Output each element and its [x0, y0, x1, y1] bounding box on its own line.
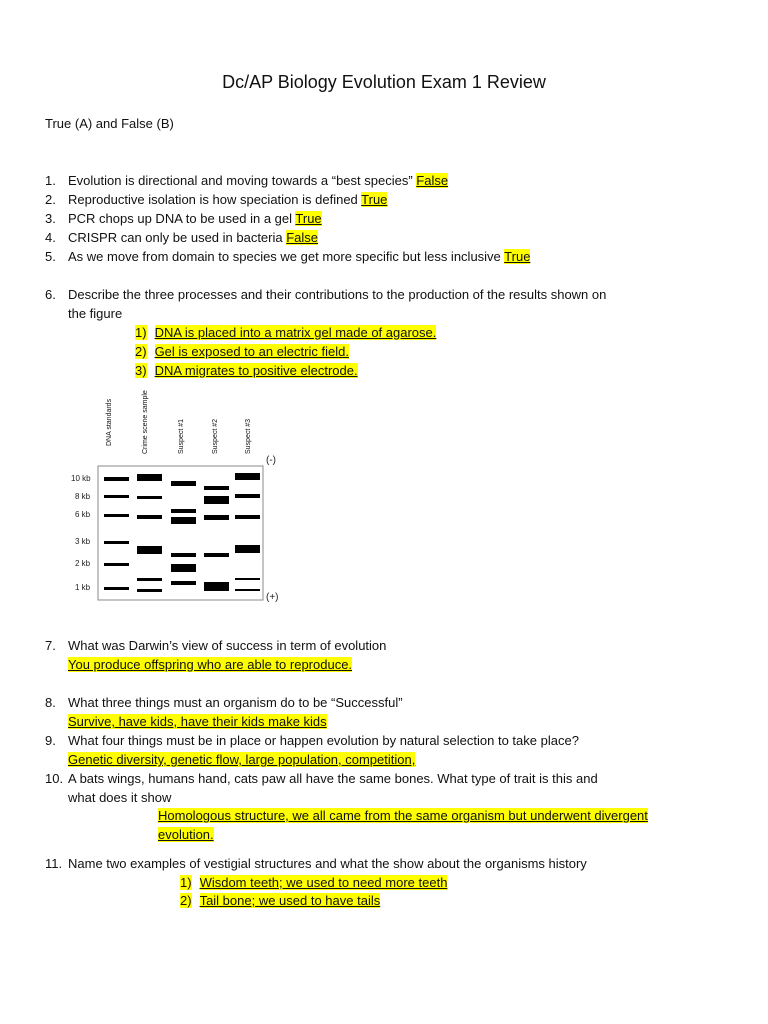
answer-text: Tail bone; we used to have tails [199, 893, 381, 908]
question-text: Reproductive isolation is how speciation is defined [68, 192, 362, 207]
size-label: 1 kb [75, 583, 91, 592]
question-row [68, 211, 322, 226]
section-subtitle: True (A) and False (B) [45, 116, 174, 131]
answer-item [135, 325, 436, 340]
lane-label: Crime scene sample [142, 390, 149, 454]
question-text: Name two examples of vestigial structures and what the show about the organisms history [68, 856, 587, 871]
lane-label: Suspect #1 [178, 418, 185, 454]
gel-band [204, 486, 229, 490]
answer-item [180, 893, 380, 908]
question-text: Describe the three processes and their contributions to the production of the results shown on [68, 287, 607, 302]
gel-band [104, 477, 129, 481]
question-num: 4. [45, 230, 56, 245]
question-num: 3. [45, 211, 56, 226]
answer-text: DNA migrates to positive electrode. [154, 363, 358, 378]
gel-band [104, 541, 129, 544]
answer-text: True [504, 249, 531, 264]
gel-band [137, 496, 162, 499]
question-num: 7. [45, 638, 56, 653]
gel-band [235, 545, 260, 553]
answer-item [180, 875, 447, 890]
question-row [68, 192, 387, 207]
question-num: 1. [45, 173, 56, 188]
question-text: What four things must be in place or happen evolution by natural selection to take place? [68, 733, 579, 748]
question-text: what does it show [68, 790, 172, 805]
size-label: 10 kb [71, 474, 91, 483]
question-text: What was Darwin’s view of success in term of evolution [68, 638, 387, 653]
gel-band [104, 514, 129, 517]
question-num: 6. [45, 287, 56, 302]
gel-band [171, 517, 196, 524]
gel-band [137, 589, 162, 592]
question-num: 8. [45, 695, 56, 710]
gel-band [137, 546, 162, 554]
question-text: PCR chops up DNA to be used in a gel [68, 211, 296, 226]
answer-text: Gel is exposed to an electric field. [154, 344, 349, 359]
question-row [68, 173, 448, 188]
question-num: 11. [45, 856, 63, 871]
size-label: 3 kb [75, 537, 91, 546]
answer-num: 2) [180, 893, 192, 908]
question-num: 10. [45, 771, 64, 786]
question-text: As we move from domain to species we get more specific but less inclusive [68, 249, 505, 264]
gel-band [235, 494, 260, 498]
gel-band [171, 509, 196, 513]
size-label: 2 kb [75, 559, 91, 568]
answer-text: evolution. [158, 827, 214, 842]
answer-item [135, 344, 349, 359]
answer-num: 1) [180, 875, 192, 890]
page-title: Dc/AP Biology Evolution Exam 1 Review [222, 72, 546, 92]
gel-band [204, 582, 229, 591]
answer-text: You produce offspring who are able to reproduce. [68, 657, 353, 672]
answer-text: True [361, 192, 388, 207]
answer-text: Wisdom teeth; we used to need more teeth [199, 875, 448, 890]
question-num: 5. [45, 249, 56, 264]
gel-band [104, 587, 129, 590]
answer-text: False [286, 230, 319, 245]
answer-text: Homologous structure, we all came from the same organism but underwent divergent [158, 808, 648, 823]
gel-band [204, 515, 229, 520]
answer-text: DNA is placed into a matrix gel made of agarose. [154, 325, 437, 340]
gel-band [204, 553, 229, 557]
gel-band [235, 473, 260, 480]
question-text: What three things must an organism do to be “Successful” [68, 695, 403, 710]
positive-electrode-label: (+) [266, 592, 279, 603]
gel-band [137, 578, 162, 581]
question-num: 9. [45, 733, 56, 748]
gel-band [171, 564, 196, 572]
answer-num: 2) [135, 344, 147, 359]
question-text: CRISPR can only be used in bacteria [68, 230, 287, 245]
gel-band [171, 481, 196, 486]
answer-num: 1) [135, 325, 147, 340]
gel-band [204, 496, 229, 504]
size-label: 6 kb [75, 510, 91, 519]
gel-band [104, 563, 129, 566]
question-num: 2. [45, 192, 56, 207]
answer-text: False [416, 173, 449, 188]
size-label: 8 kb [75, 492, 91, 501]
lane-label: Suspect #2 [212, 418, 219, 454]
gel-band [235, 578, 260, 580]
gel-band [104, 495, 129, 498]
question-text: A bats wings, humans hand, cats paw all have the same bones. What type of trait is this and [68, 771, 598, 786]
question-row [68, 230, 318, 245]
answer-text: True [295, 211, 322, 226]
gel-band [171, 553, 196, 557]
answer-num: 3) [135, 363, 147, 378]
question-text: the figure [68, 306, 123, 321]
lane-label: Suspect #3 [245, 418, 252, 454]
gel-band [235, 515, 260, 519]
lane-label: DNA standards [106, 398, 113, 446]
question-row [68, 249, 530, 264]
answer-item [135, 363, 358, 378]
gel-band [137, 474, 162, 481]
negative-electrode-label: (-) [266, 455, 276, 466]
gel-band [171, 581, 196, 585]
question-text: Evolution is directional and moving towards a “best species” [68, 173, 417, 188]
gel-band [235, 589, 260, 591]
answer-text: Genetic diversity, genetic flow, large population, competition, [68, 752, 416, 767]
answer-text: Survive, have kids, have their kids make kids [68, 714, 327, 729]
gel-band [137, 515, 162, 519]
gel-outline [98, 466, 263, 600]
